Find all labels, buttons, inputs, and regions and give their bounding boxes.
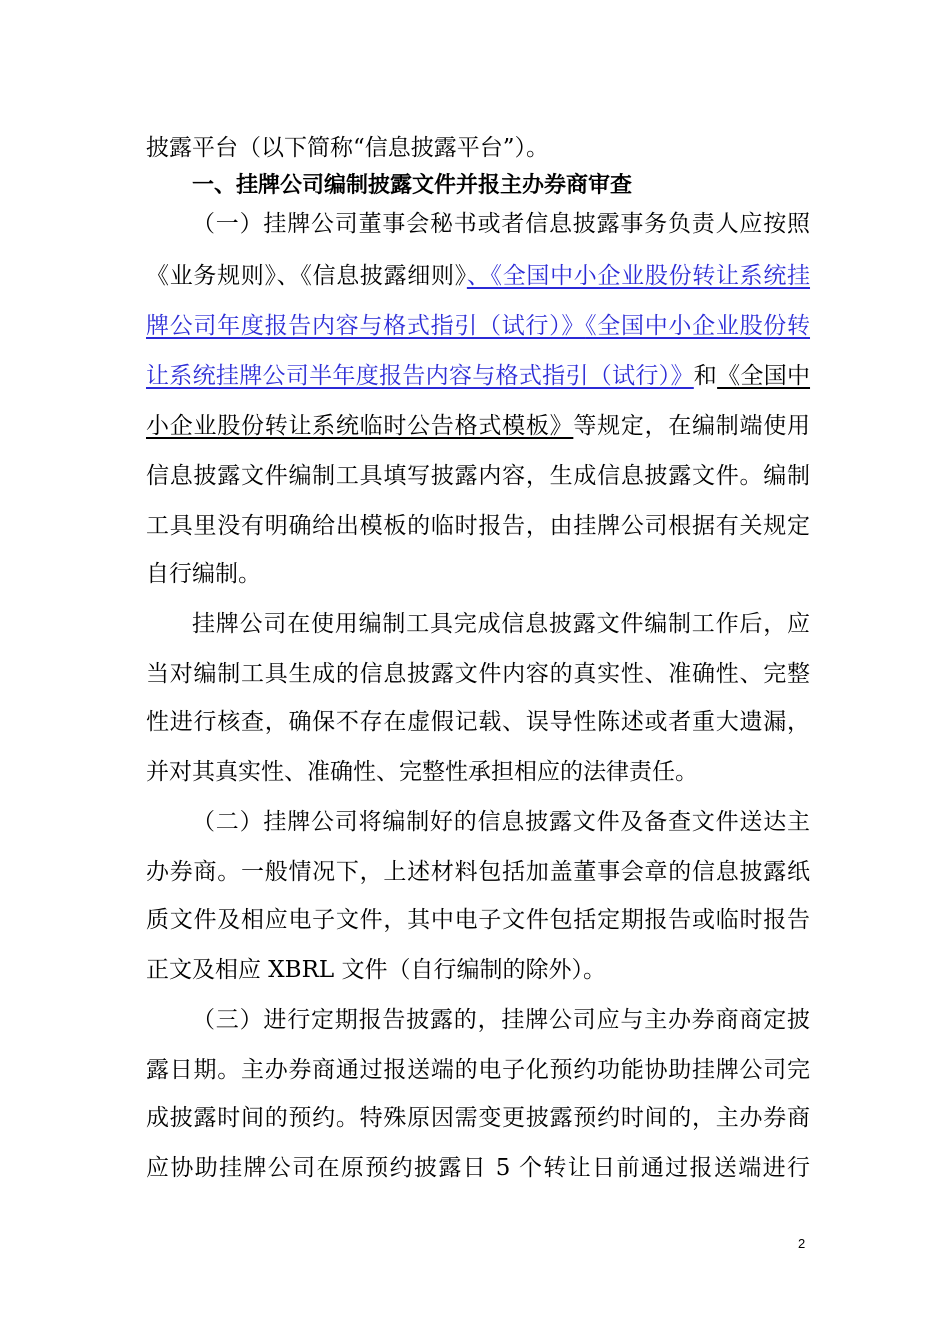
p3-line-2: 办券商。一般情况下，上述材料包括加盖董事会章的信息披露纸 <box>146 859 810 885</box>
p4-line-2: 露日期。主办券商通过报送端的电子化预约功能协助挂牌公司完 <box>146 1057 810 1083</box>
p2-line-2: 当对编制工具生成的信息披露文件内容的真实性、准确性、完整 <box>146 661 810 687</box>
p4-line-3: 成披露时间的预约。特殊原因需变更披露预约时间的，主办券商 <box>146 1105 810 1131</box>
p3-line-4: 正文及相应 XBRL 文件（自行编制的除外）。 <box>146 957 606 983</box>
p1-line-2 <box>146 260 810 292</box>
p2-line-4: 并对其真实性、准确性、完整性承担相应的法律责任。 <box>146 759 698 785</box>
underlined-template-start: 《全国中 <box>717 363 811 389</box>
page-number: 2 <box>798 1236 806 1251</box>
p1-line-1: （一）挂牌公司董事会秘书或者信息披露事务负责人应按照 <box>192 211 810 237</box>
conjunction-text: 和 <box>693 363 718 389</box>
p4-line-4: 应协助挂牌公司在原预约披露日 5 个转让日前通过报送端进行 <box>146 1155 810 1181</box>
p3-line-3: 质文件及相应电子文件，其中电子文件包括定期报告或临时报告 <box>146 907 810 933</box>
link-guideline-title-1[interactable]: 、《全国中小企业股份转让系统挂 <box>466 263 811 289</box>
p1-line-6: 信息披露文件编制工具填写披露内容，生成信息披露文件。编制 <box>146 463 810 489</box>
link-semiannual-guideline[interactable]: 让系统挂牌公司半年度报告内容与格式指引（试行）》 <box>146 363 694 389</box>
p2-line-3: 性进行核查，确保不存在虚假记载、误导性陈述或者重大遗漏， <box>146 709 810 735</box>
p1-line-5-rest: 等规定，在编制端使用 <box>573 413 811 439</box>
p1-line-5 <box>146 410 810 442</box>
p4-line-1: （三）进行定期报告披露的，挂牌公司应与主办券商商定披 <box>192 1007 810 1033</box>
rule-names: 《业务规则》、《信息披露细则》 <box>146 263 467 289</box>
p1-line-8: 自行编制。 <box>146 561 261 587</box>
link-semiannual-guideline-start[interactable]: 《全国中小企业股份转 <box>585 313 811 339</box>
section-heading: 一、挂牌公司编制披露文件并报主办券商审查 <box>192 173 633 198</box>
p3-line-1: （二）挂牌公司将编制好的信息披露文件及备查文件送达主 <box>192 809 810 835</box>
p1-line-7: 工具里没有明确给出模板的临时报告，由挂牌公司根据有关规定 <box>146 513 810 539</box>
underlined-template-title: 小企业股份转让系统临时公告格式模板》 <box>146 413 574 439</box>
p2-line-1: 挂牌公司在使用编制工具完成信息披露文件编制工作后，应 <box>192 611 810 637</box>
link-annual-report-guideline[interactable]: 牌公司年度报告内容与格式指引（试行）》 <box>146 313 586 339</box>
p1-line-3 <box>146 310 810 342</box>
lead-line: 披露平台（以下简称“信息披露平台”）。 <box>146 135 550 161</box>
p1-line-4 <box>146 360 810 392</box>
